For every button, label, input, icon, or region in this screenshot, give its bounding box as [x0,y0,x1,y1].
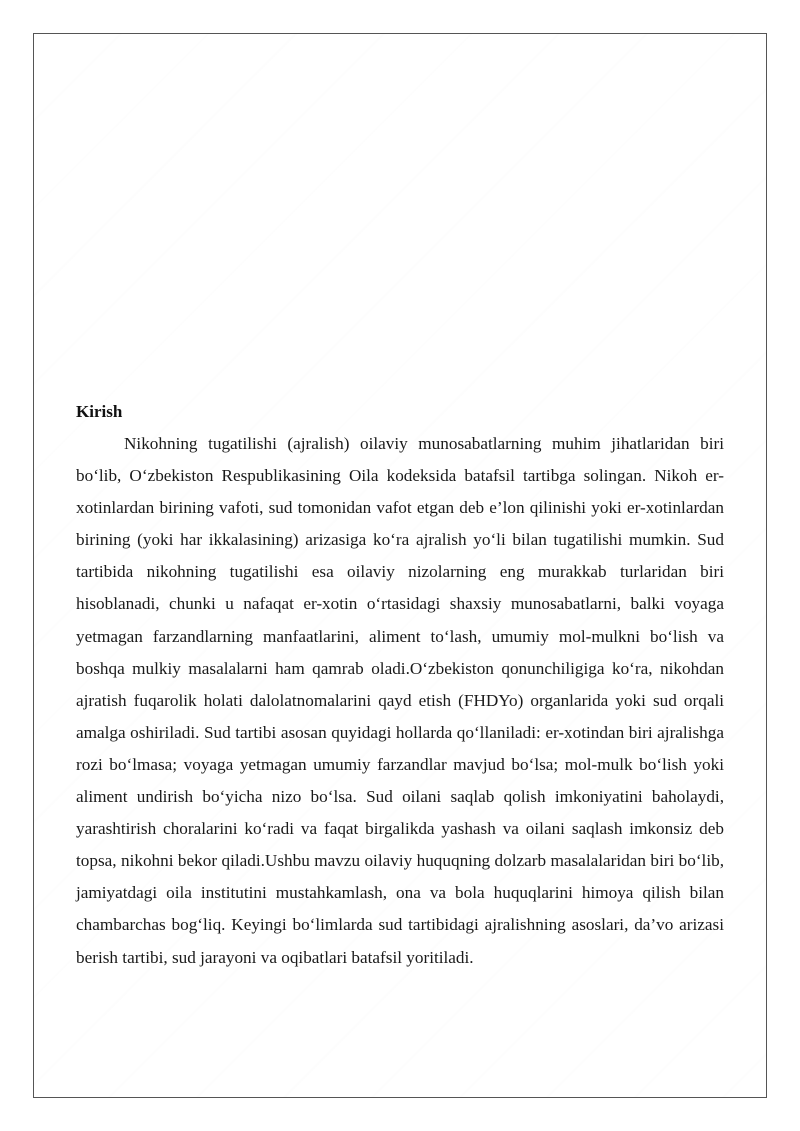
document-body [76,398,724,974]
intro-paragraph: Nikohning tugatilishi (ajralish) oilaviy munosabatlarning muhim jihatlaridan biri bo‘lib, O‘zbekiston Respublikasining Oila kodeksida batafsil tartibga solingan. Nikoh er-xotinlardan birining vafoti, sud tomonidan vafot etgan deb e’lon qilinishi yoki er-xotinlardan birining (yoki har ikkalasining) arizasiga ko‘ra ajralish yo‘li bilan tugatilishi mumkin. Sud tartibida nikohning tugatilishi esa oilaviy nizolarning eng murakkab turlaridan biri hisoblanadi, chunki u nafaqat er-xotin o‘rtasidagi shaxsiy munosabatlarni, balki voyaga yetmagan farzandlarning manfaatlarini, aliment to‘lash, umumiy mol-mulkni bo‘lish va boshqa mulkiy masalalarni ham qamrab oladi.O‘zbekiston qonunchiligiga ko‘ra, nikohdan ajratish fuqarolik holati dalolatnomalarini qayd etish (FHDYo) organlarida yoki sud orqali amalga oshiriladi. Sud tartibi asosan quyidagi hollarda qo‘llaniladi: er-xotindan biri ajralishga rozi bo‘lmasa; voyaga yetmagan umumiy farzandlar mavjud bo‘lsa; mol-mulk bo‘lish yoki aliment undirish bo‘yicha nizo bo‘lsa. Sud oilani saqlab qolish imkoniyatini baholaydi, yarashtirish choralarini ko‘radi va faqat birgalikda yashash va oilani saqlash imkonsiz deb topsa, nikohni bekor qiladi.Ushbu mavzu oilaviy huquqning dolzarb masalalaridan biri bo‘lib, jamiyatdagi oila institutini mustahkamlash, ona va bola huquqlarini himoya qilish bilan chambarchas bog‘liq. Keyingi bo‘limlarda sud tartibidagi ajralishning asoslari, da’vo arizasi berish tartibi, sud jarayoni va oqibatlari batafsil yoritiladi. [76,434,724,967]
section-heading: Kirish [76,402,123,421]
